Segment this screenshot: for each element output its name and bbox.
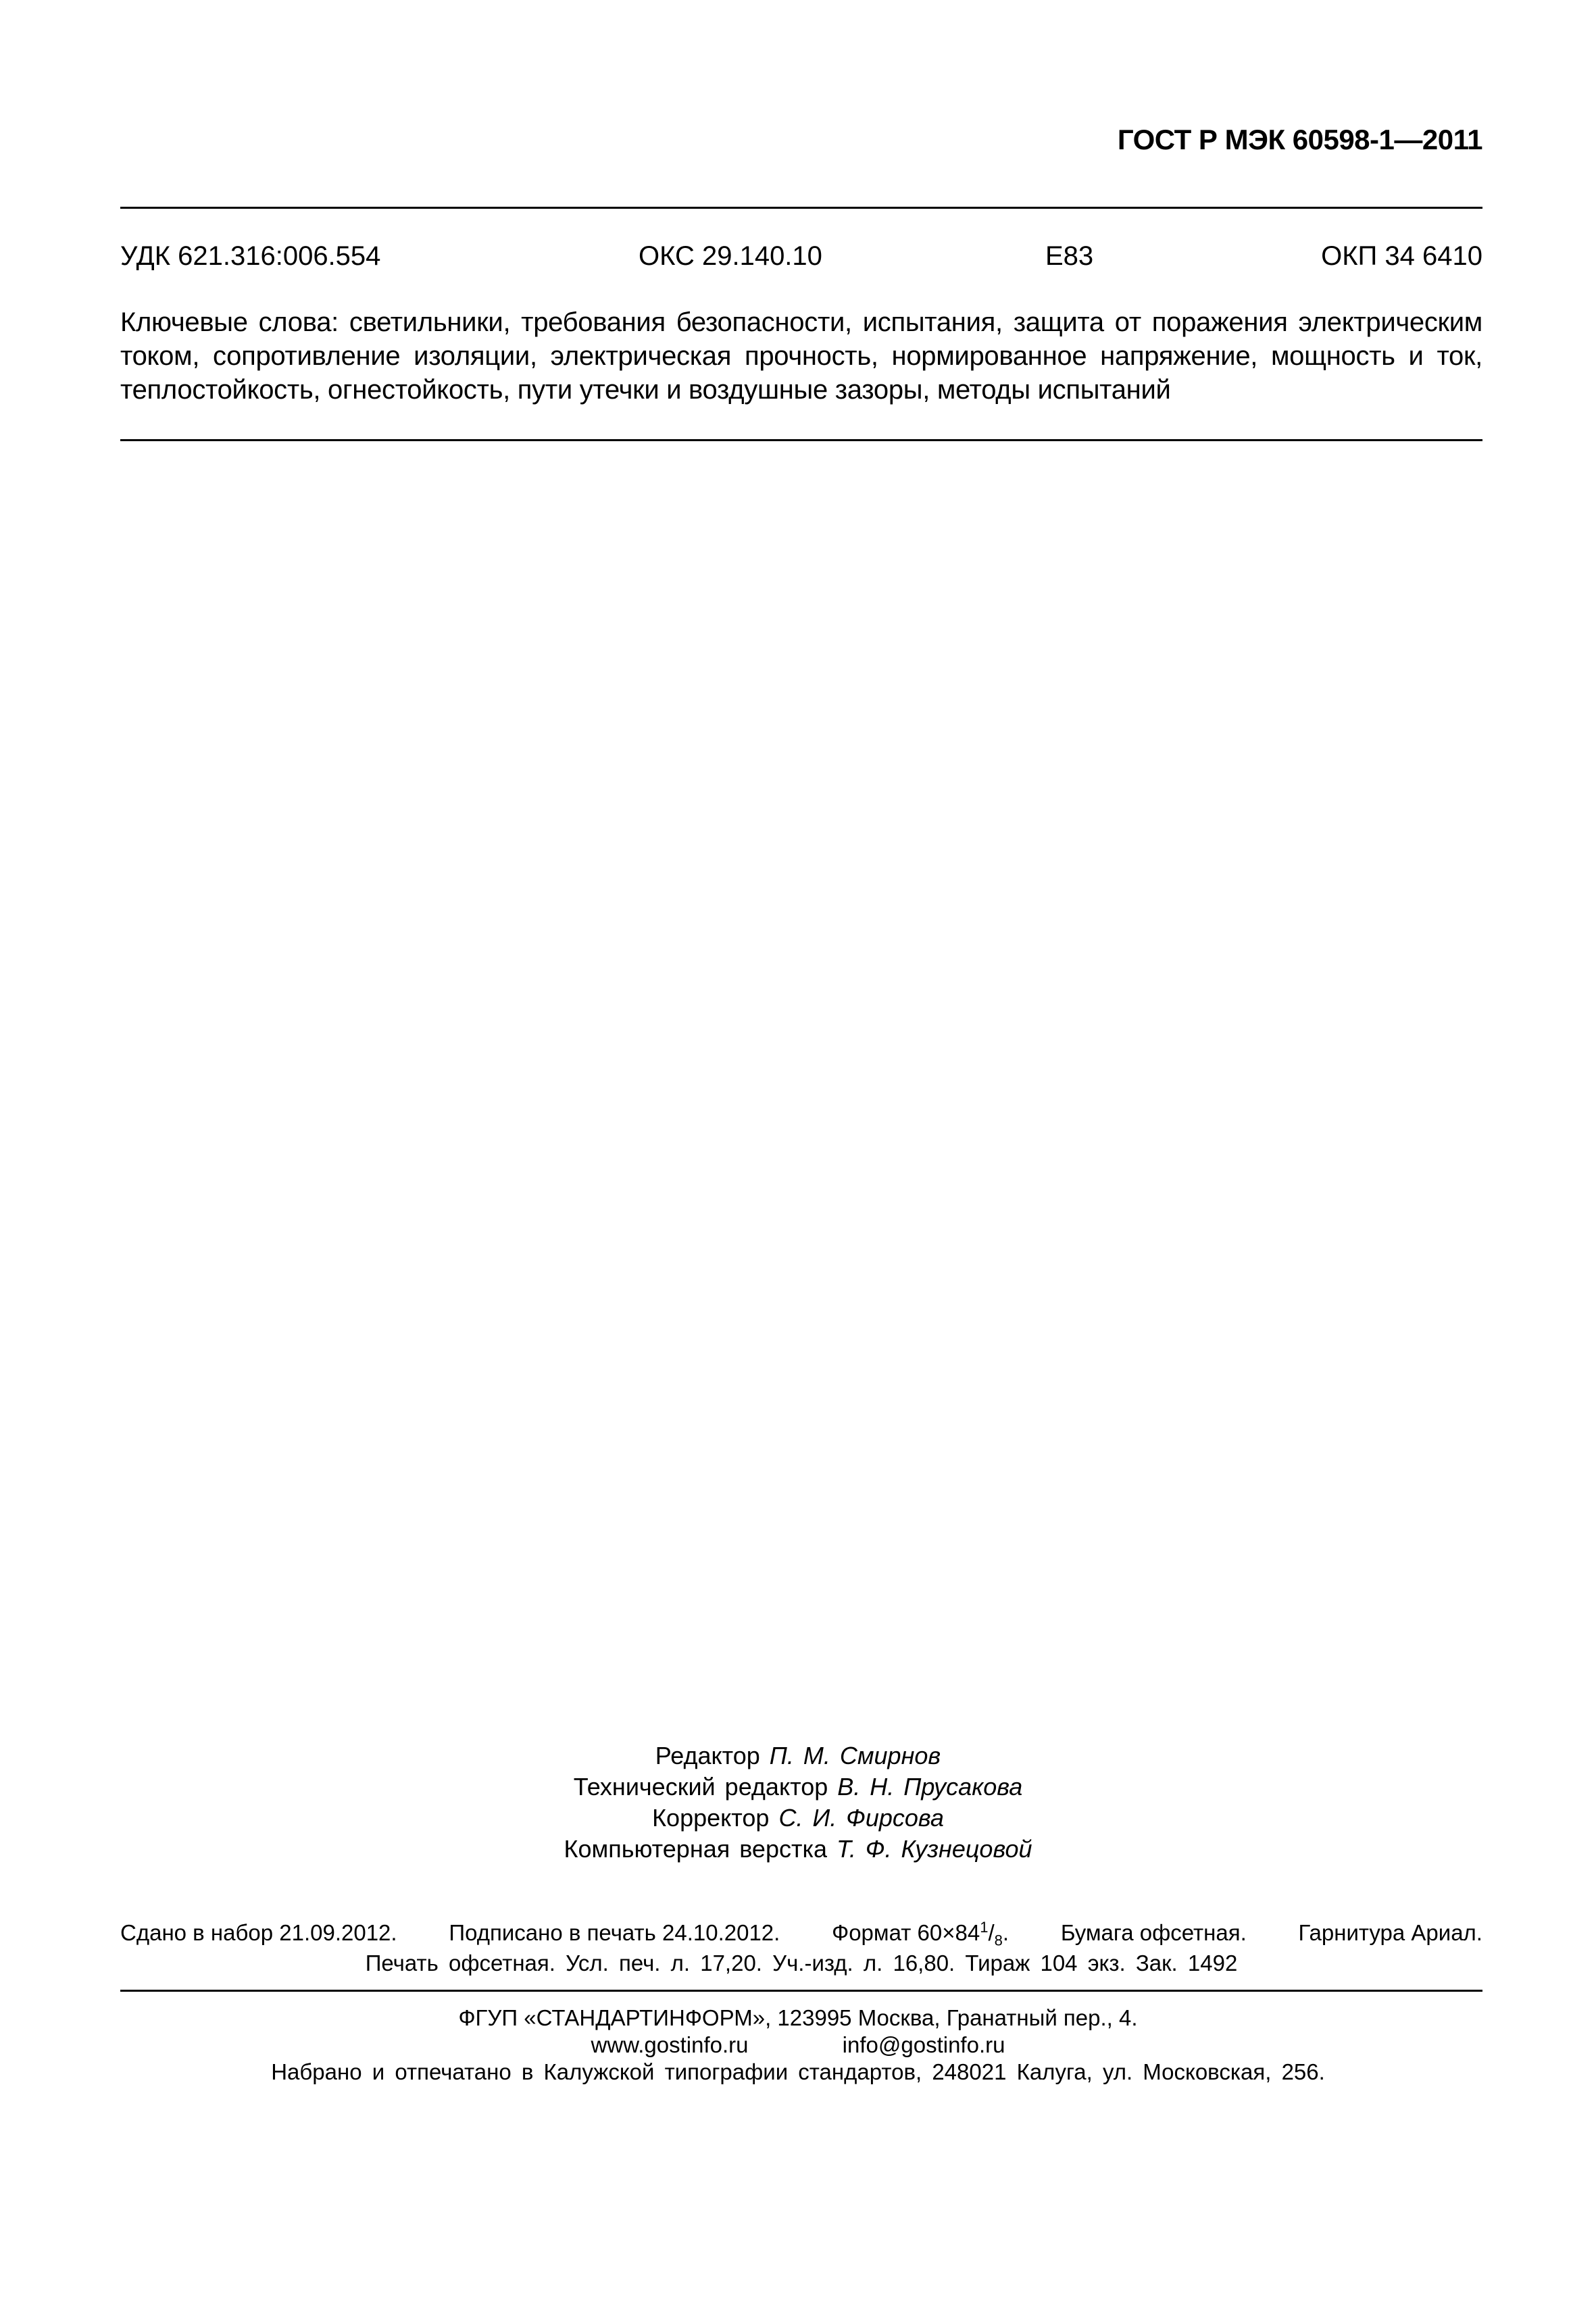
imprint-line-2: Печать офсетная. Усл. печ. л. 17,20. Уч.-изд. л. 16,80. Тираж 104 экз. Зак. 1492 xyxy=(365,1951,1238,1976)
keywords-paragraph: Ключевые слова: светильники, требования безопасности, испытания, защита от поражения электрическим током, сопротивление изоляции, электрическая прочность, нормированное напряжение, мощность и ток, теплостойкость, огнестойкость, пути утечки и воздушные зазоры, методы испытаний xyxy=(120,307,1482,405)
layout-name: Т. Ф. Кузнецовой xyxy=(837,1835,1032,1863)
printed-by: Набрано и отпечатано в Калужской типографии стандартов, 248021 Калуга, ул. Московская, 256. xyxy=(271,2059,1325,2084)
layout-role: Компьютерная верстка xyxy=(564,1835,828,1863)
typeface: Гарнитура Ариал. xyxy=(1298,1920,1482,1945)
tech-editor-role: Технический редактор xyxy=(573,1773,828,1801)
imprint-block xyxy=(120,1917,1482,1978)
okp-code: ОКП 34 6410 xyxy=(1321,241,1482,271)
group-code: Е83 xyxy=(1045,241,1094,271)
proofreader-name: С. И. Фирсова xyxy=(778,1804,944,1832)
top-divider xyxy=(120,207,1482,209)
tech-editor-name: В. Н. Прусакова xyxy=(837,1773,1023,1801)
submitted-date: Сдано в набор 21.09.2012. xyxy=(120,1920,397,1945)
tech-editor-line xyxy=(0,1771,1596,1803)
email-link[interactable]: info@gostinfo.ru xyxy=(842,2032,1005,2057)
layout-line xyxy=(0,1834,1596,1865)
editor-role: Редактор xyxy=(655,1742,760,1769)
proofreader-role: Корректор xyxy=(652,1804,770,1832)
editor-line xyxy=(0,1740,1596,1771)
publisher-contacts xyxy=(0,2032,1596,2059)
editor-name: П. М. Смирнов xyxy=(769,1742,941,1769)
imprint-divider xyxy=(120,1990,1482,1992)
classification-row xyxy=(120,241,1482,275)
editors-block xyxy=(0,1740,1596,1865)
proofreader-line xyxy=(0,1803,1596,1834)
publisher-block xyxy=(0,2005,1596,2086)
oks-code: ОКС 29.140.10 xyxy=(639,241,822,271)
udk-code: УДК 621.316:006.554 xyxy=(120,241,381,271)
paper-format: Формат $60\times 84^1/_8$. xyxy=(832,1919,1009,1949)
signed-date: Подписано в печать 24.10.2012. xyxy=(449,1920,780,1945)
publisher-address: ФГУП «СТАНДАРТИНФОРМ», 123995 Москва, Гранатный пер., 4. xyxy=(458,2005,1138,2030)
website-link[interactable]: www.gostinfo.ru xyxy=(591,2032,749,2057)
standard-code: ГОСТ Р МЭК 60598-1—2011 xyxy=(1117,124,1482,155)
imprint-line-1 xyxy=(120,1917,1482,1948)
keywords-divider xyxy=(120,439,1482,441)
paper-type: Бумага офсетная. xyxy=(1060,1920,1247,1945)
